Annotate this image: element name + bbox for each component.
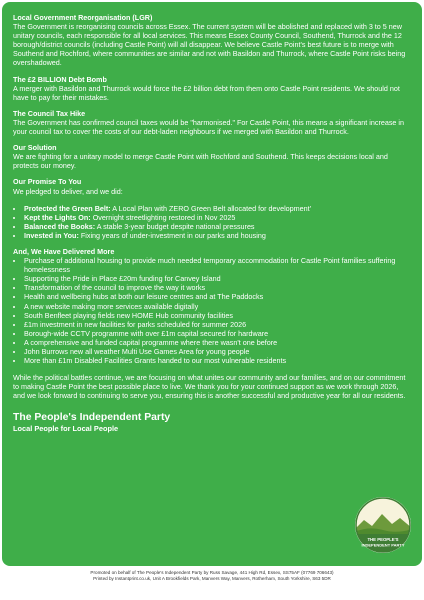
imprint-footer [0,570,424,583]
promise-list [13,204,411,240]
list-item: • Supporting the Pride in Place £20m funding for Canvey Island [24,274,411,283]
list-item: • More than £1m Disabled Facilities Grants handed to our most vulnerable residents [24,356,411,365]
section-body: The Government is reorganising councils across Essex. The current system will be abolished and replaced with 3 to 5 new unitary councils, each responsible for all local services. This means Essex County Council, Southend, Thurrock and the 12 borough/district councils (including Castle Point) will all disappear. We believe Castle Point's best future is to merge with Southend and Rochford, where communities are similar and not with Basildon and Thurrock, where Castle Point risks being overshadowed. [13,22,406,68]
party-tagline: Local People for Local People [13,424,119,434]
delivered-list [13,256,411,365]
item-label: Invested in You: [24,230,79,240]
section-heading: Local Government Reorganisation (LGR) [13,13,153,22]
list-item: • Transformation of the council to improve the way it works [24,283,411,292]
list-item: • Borough-wide CCTV programme with over £1m capital secured for hardware [24,329,411,338]
imprint-line: Printed by Instantprint.co.uk, Unit A Brookfields Park, Manvers Way, Manvers, Rotherham, South Yorkshire, S63 5DR [93,576,331,582]
section-heading: The Council Tax Hike [13,108,86,118]
section-lgr [13,13,411,68]
list-item: • South Benfleet playing fields new HOME Hub community facilities [24,311,411,320]
logo-line2: INDEPENDENT PARTY [361,542,405,548]
section-intro: We pledged to deliver, and we did: [13,186,123,196]
item-text: A stable 3-year budget despite national pressures [96,221,255,231]
closing-paragraph: While the political battles continue, we are focusing on what unites our community and our families, and on our commitment to making Castle Point the best possible place to live. We thank you for your continued support as we work through 2026, and we look forward to continuing to serve you, ensuring this is another successful and productive year for all our residents. [13,373,406,401]
party-name: The People's Independent Party [13,412,171,424]
list-item: • A comprehensive and funded capital programme where there wasn't one before [24,338,411,347]
item-label: Protected the Green Belt: [24,203,111,213]
list-item: • John Burrows new all weather Multi Use Games Area for young people [24,347,411,356]
item-label: Kept the Lights On: [24,212,91,222]
list-item: • Purchase of additional housing to provide much needed temporary accommodation for Castle Point families suffering homelessness [24,256,411,274]
list-item: • £1m investment in new facilities for parks scheduled for summer 2026 [24,320,411,329]
section-tax [13,109,411,136]
list-item [24,213,411,222]
section-solution [13,143,411,170]
item-text: Fixing years of under-investment in our parks and housing [80,230,266,240]
section-debt [13,75,411,102]
item-text: Overnight streetlighting restored in Nov 2025 [92,212,236,222]
section-heading: Our Promise To You [13,177,82,187]
section-body: We are fighting for a unitary model to merge Castle Point with Rochford and Southend. This keeps decisions local and protects our money. [13,152,388,171]
logo-line1: THE PEOPLE'S [367,537,399,542]
list-item [24,222,411,231]
leaflet-panel [2,2,422,566]
section-promise [13,177,411,240]
imprint-line: Promoted on behalf of The People's Independent Party by Russ Savage, 441 High Rd, Essex, SS75AF (07769 706643) [90,570,334,575]
item-label: Balanced the Books: [24,221,96,231]
section-body: A merger with Basildon and Thurrock would force the £2 billion debt from them onto Castle Point residents. We should not have to pay for their mistakes. [13,83,400,102]
section-body: The Government has confirmed council taxes would be "harmonised." For Castle Point, this means a significant increase in your council tax to cover the costs of our debt-laden neighbours if we merged with Basildon and Thurrock. [13,117,405,137]
list-item: • A new website making more services available digitally [24,302,411,311]
section-heading: The £2 BILLION Debt Bomb [13,74,107,84]
list-item [24,204,411,213]
section-delivered [13,247,411,365]
list-item [24,231,411,240]
section-heading: And, We Have Delivered More [13,246,115,256]
item-text: A Local Plan with ZERO Green Belt allocated for development' [112,203,312,213]
list-item: • Health and wellbeing hubs at both our leisure centres and at The Paddocks [24,292,411,301]
party-logo [354,496,412,554]
section-heading: Our Solution [13,143,57,153]
